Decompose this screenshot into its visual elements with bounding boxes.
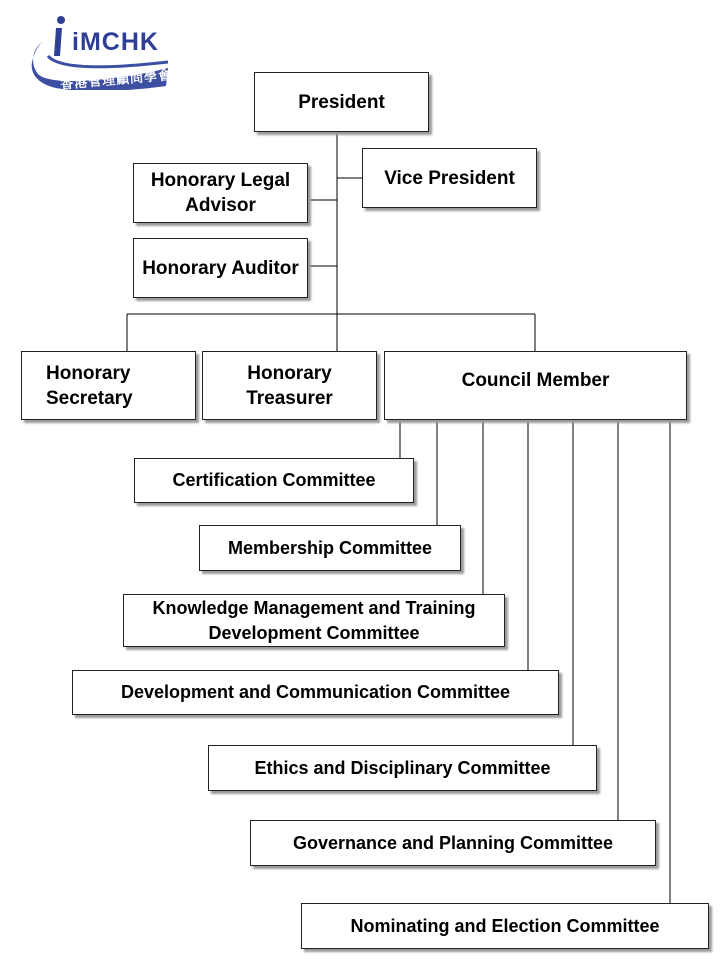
ethics-disciplinary-committee-box <box>208 745 597 791</box>
honorary-treasurer-box <box>202 351 377 420</box>
certification-committee-label: Certification Committee <box>172 470 376 490</box>
ethics-disciplinary-committee-label: Ethics and Disciplinary Committee <box>254 757 551 778</box>
membership-committee-label: Membership Committee <box>227 537 433 558</box>
development-communication-committee-label: Development and Communication Committee <box>120 682 511 702</box>
nominating-election-committee-label: Nominating and Election Committee <box>350 915 660 936</box>
president-box <box>254 72 429 132</box>
development-communication-committee-box <box>72 670 559 715</box>
governance-planning-committee-box <box>250 820 656 866</box>
logo-chinese-name: 香港管理顧問學會 <box>59 68 173 93</box>
knowledge-management-committee-box <box>123 594 505 647</box>
honorary-auditor-label: Honorary Auditor <box>142 257 299 279</box>
council-member-label: Council Member <box>461 370 610 391</box>
membership-committee-box <box>199 525 461 571</box>
honorary-treasurer-label: Honorary Treasurer <box>246 362 333 409</box>
president-label: President <box>298 91 385 113</box>
honorary-auditor-box <box>133 238 308 298</box>
honorary-secretary-box <box>21 351 196 420</box>
honorary-legal-advisor-box <box>133 163 308 223</box>
honorary-legal-advisor-label: Honorary Legal Advisor <box>150 170 291 216</box>
certification-committee-box <box>134 458 414 503</box>
honorary-secretary-label: Honorary Secretary <box>46 362 133 409</box>
nominating-election-committee-box <box>301 903 709 949</box>
vice-president-label: Vice President <box>384 167 515 189</box>
vice-president-box <box>362 148 537 208</box>
logo-wordmark: iMCHK <box>72 28 159 56</box>
governance-planning-committee-label: Governance and Planning Committee <box>292 832 614 853</box>
knowledge-management-committee-label: Knowledge Management and Training Development Committee <box>152 597 476 643</box>
council-member-box <box>384 351 687 420</box>
